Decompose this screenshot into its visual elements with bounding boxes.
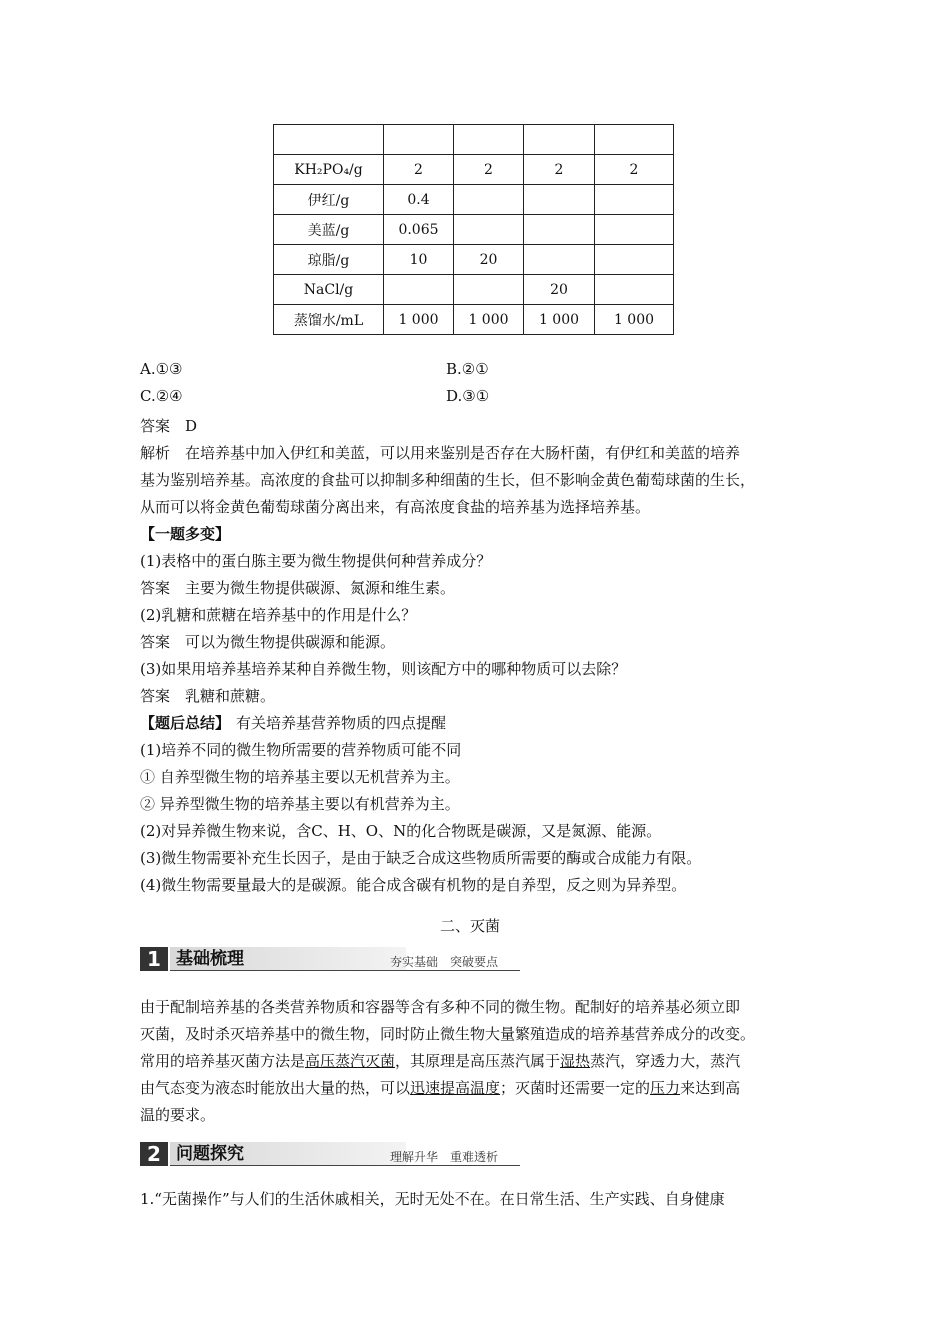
table-cell (384, 275, 454, 305)
table-cell (524, 245, 595, 275)
basics-line: 温的要求。 (140, 1106, 216, 1124)
table-cell: 1 000 (595, 305, 674, 335)
table-cell: 2 (524, 155, 595, 185)
table-cell: 10 (384, 245, 454, 275)
section-heading: 基础梳理 (170, 947, 406, 971)
table-cell: 2 (454, 155, 524, 185)
answer-analysis (140, 413, 820, 899)
table-row (274, 275, 674, 305)
table-row (274, 185, 674, 215)
summary-heading: 【题后总结】 (140, 714, 231, 732)
section-rule (170, 1165, 520, 1166)
section-number: 1 (140, 947, 168, 971)
variant-question: (3)如果用培养基培养某种自养微生物，则该配方中的哪种物质可以去除？ (140, 660, 627, 678)
summary-line: ② 异养型微生物的培养基主要以有机营养为主。 (140, 795, 460, 813)
table-row (274, 305, 674, 335)
summary-line: (2)对异养微生物来说，含C、H、O、N的化合物既是碳源，又是氮源、能源。 (140, 822, 662, 840)
row-label-cell: 伊红/g (274, 185, 384, 215)
analysis-line: 解析 在培养基中加入伊红和美蓝，可以用来鉴别是否存在大肠杆菌，有伊红和美蓝的培养 (140, 444, 741, 462)
variant-answer: 答案 乳糖和蔗糖。 (140, 687, 276, 705)
table-cell (454, 185, 524, 215)
table-cell: 0.065 (384, 215, 454, 245)
blank-answer: 压力 (650, 1079, 681, 1097)
table-cell: 0.4 (384, 185, 454, 215)
variant-answer: 答案 可以为微生物提供碳源和能源。 (140, 633, 396, 651)
option-a: A.①③ (140, 360, 183, 378)
table-row (274, 125, 674, 155)
table-cell: 1 000 (454, 305, 524, 335)
analysis-line: 从而可以将金黄色葡萄球菌分离出来，有高浓度食盐的培养基为选择培养基。 (140, 498, 651, 516)
table-cell (595, 215, 674, 245)
summary-line: ① 自养型微生物的培养基主要以无机营养为主。 (140, 768, 460, 786)
option-d: D.③① (446, 387, 490, 405)
variants-heading: 【一题多变】 (140, 525, 231, 543)
table-cell (524, 125, 595, 155)
row-label-cell: KH₂PO₄/g (274, 155, 384, 185)
blank-answer: 高压蒸汽灭菌 (305, 1052, 396, 1070)
table-cell (454, 125, 524, 155)
option-c: C.②④ (140, 387, 183, 405)
table-cell (524, 185, 595, 215)
recipe-table (273, 124, 674, 335)
summary-heading-line (140, 710, 820, 737)
basics-line: 常用的培养基灭菌方法是高压蒸汽灭菌，其原理是高压蒸汽属于湿热蒸汽，穿透力大，蒸汽 (140, 1052, 741, 1070)
section-subtitle: 夯实基础 突破要点 (390, 955, 499, 969)
table-cell: 1 000 (524, 305, 595, 335)
section-title: 二、灭菌 (440, 917, 501, 935)
section-number: 2 (140, 1142, 168, 1166)
table-cell (595, 275, 674, 305)
analysis-line: 基为鉴别培养基。高浓度的食盐可以抑制多种细菌的生长，但不影响金黄色葡萄球菌的生长， (140, 471, 756, 489)
basics-line: 灭菌，及时杀灭培养基中的微生物，同时防止微生物大量繁殖造成的培养基营养成分的改变。 (140, 1025, 756, 1043)
table-cell (454, 275, 524, 305)
basics-line: 由气态变为液态时能放出大量的热，可以迅速提高温度；灭菌时还需要一定的压力来达到高 (140, 1079, 741, 1097)
summary-line: (4)微生物需要量最大的是碳源。能合成含碳有机物的是自养型，反之则为异养型。 (140, 876, 687, 894)
row-label-cell: 蒸馏水/mL (274, 305, 384, 335)
blank-answer: 湿热 (560, 1052, 591, 1070)
basics-paragraph (140, 994, 820, 1129)
table-cell: 20 (524, 275, 595, 305)
option-b: B.②① (446, 360, 489, 378)
section-header-basics (140, 947, 520, 971)
table-cell (384, 125, 454, 155)
table-cell: 1 000 (384, 305, 454, 335)
row-label-cell (274, 125, 384, 155)
section-rule (170, 970, 520, 971)
table-cell (454, 215, 524, 245)
basics-line: 由于配制培养基的各类营养物质和容器等含有多种不同的微生物。配制好的培养基必须立即 (140, 998, 741, 1016)
row-label-cell: NaCl/g (274, 275, 384, 305)
section-heading: 问题探究 (170, 1142, 406, 1166)
section-subtitle: 理解升华 重难透析 (390, 1150, 499, 1164)
row-label-cell: 美蓝/g (274, 215, 384, 245)
table-row (274, 245, 674, 275)
summary-title: 有关培养基营养物质的四点提醒 (236, 714, 447, 732)
variant-answer: 答案 主要为微生物提供碳源、氮源和维生素。 (140, 579, 456, 597)
table-row (274, 155, 674, 185)
table-row (274, 215, 674, 245)
table-cell (595, 185, 674, 215)
section-header-inquiry (140, 1142, 520, 1166)
blank-answer: 迅速提高温度 (410, 1079, 501, 1097)
summary-line: (1)培养不同的微生物所需要的营养物质可能不同 (140, 741, 462, 759)
table-cell (595, 245, 674, 275)
summary-line: (3)微生物需要补充生长因子，是由于缺乏合成这些物质所需要的酶或合成能力有限。 (140, 849, 702, 867)
question-1: 1.“无菌操作”与人们的生活休戚相关，无时无处不在。在日常生活、生产实践、自身健康 (140, 1190, 725, 1208)
table-cell (595, 125, 674, 155)
variant-question: (1)表格中的蛋白胨主要为微生物提供何种营养成分？ (140, 552, 492, 570)
table-cell: 2 (384, 155, 454, 185)
variant-question: (2)乳糖和蔗糖在培养基中的作用是什么？ (140, 606, 417, 624)
answer: 答案 D (140, 417, 198, 435)
row-label-cell: 琼脂/g (274, 245, 384, 275)
table-cell: 2 (595, 155, 674, 185)
table-cell (524, 215, 595, 245)
table-cell: 20 (454, 245, 524, 275)
